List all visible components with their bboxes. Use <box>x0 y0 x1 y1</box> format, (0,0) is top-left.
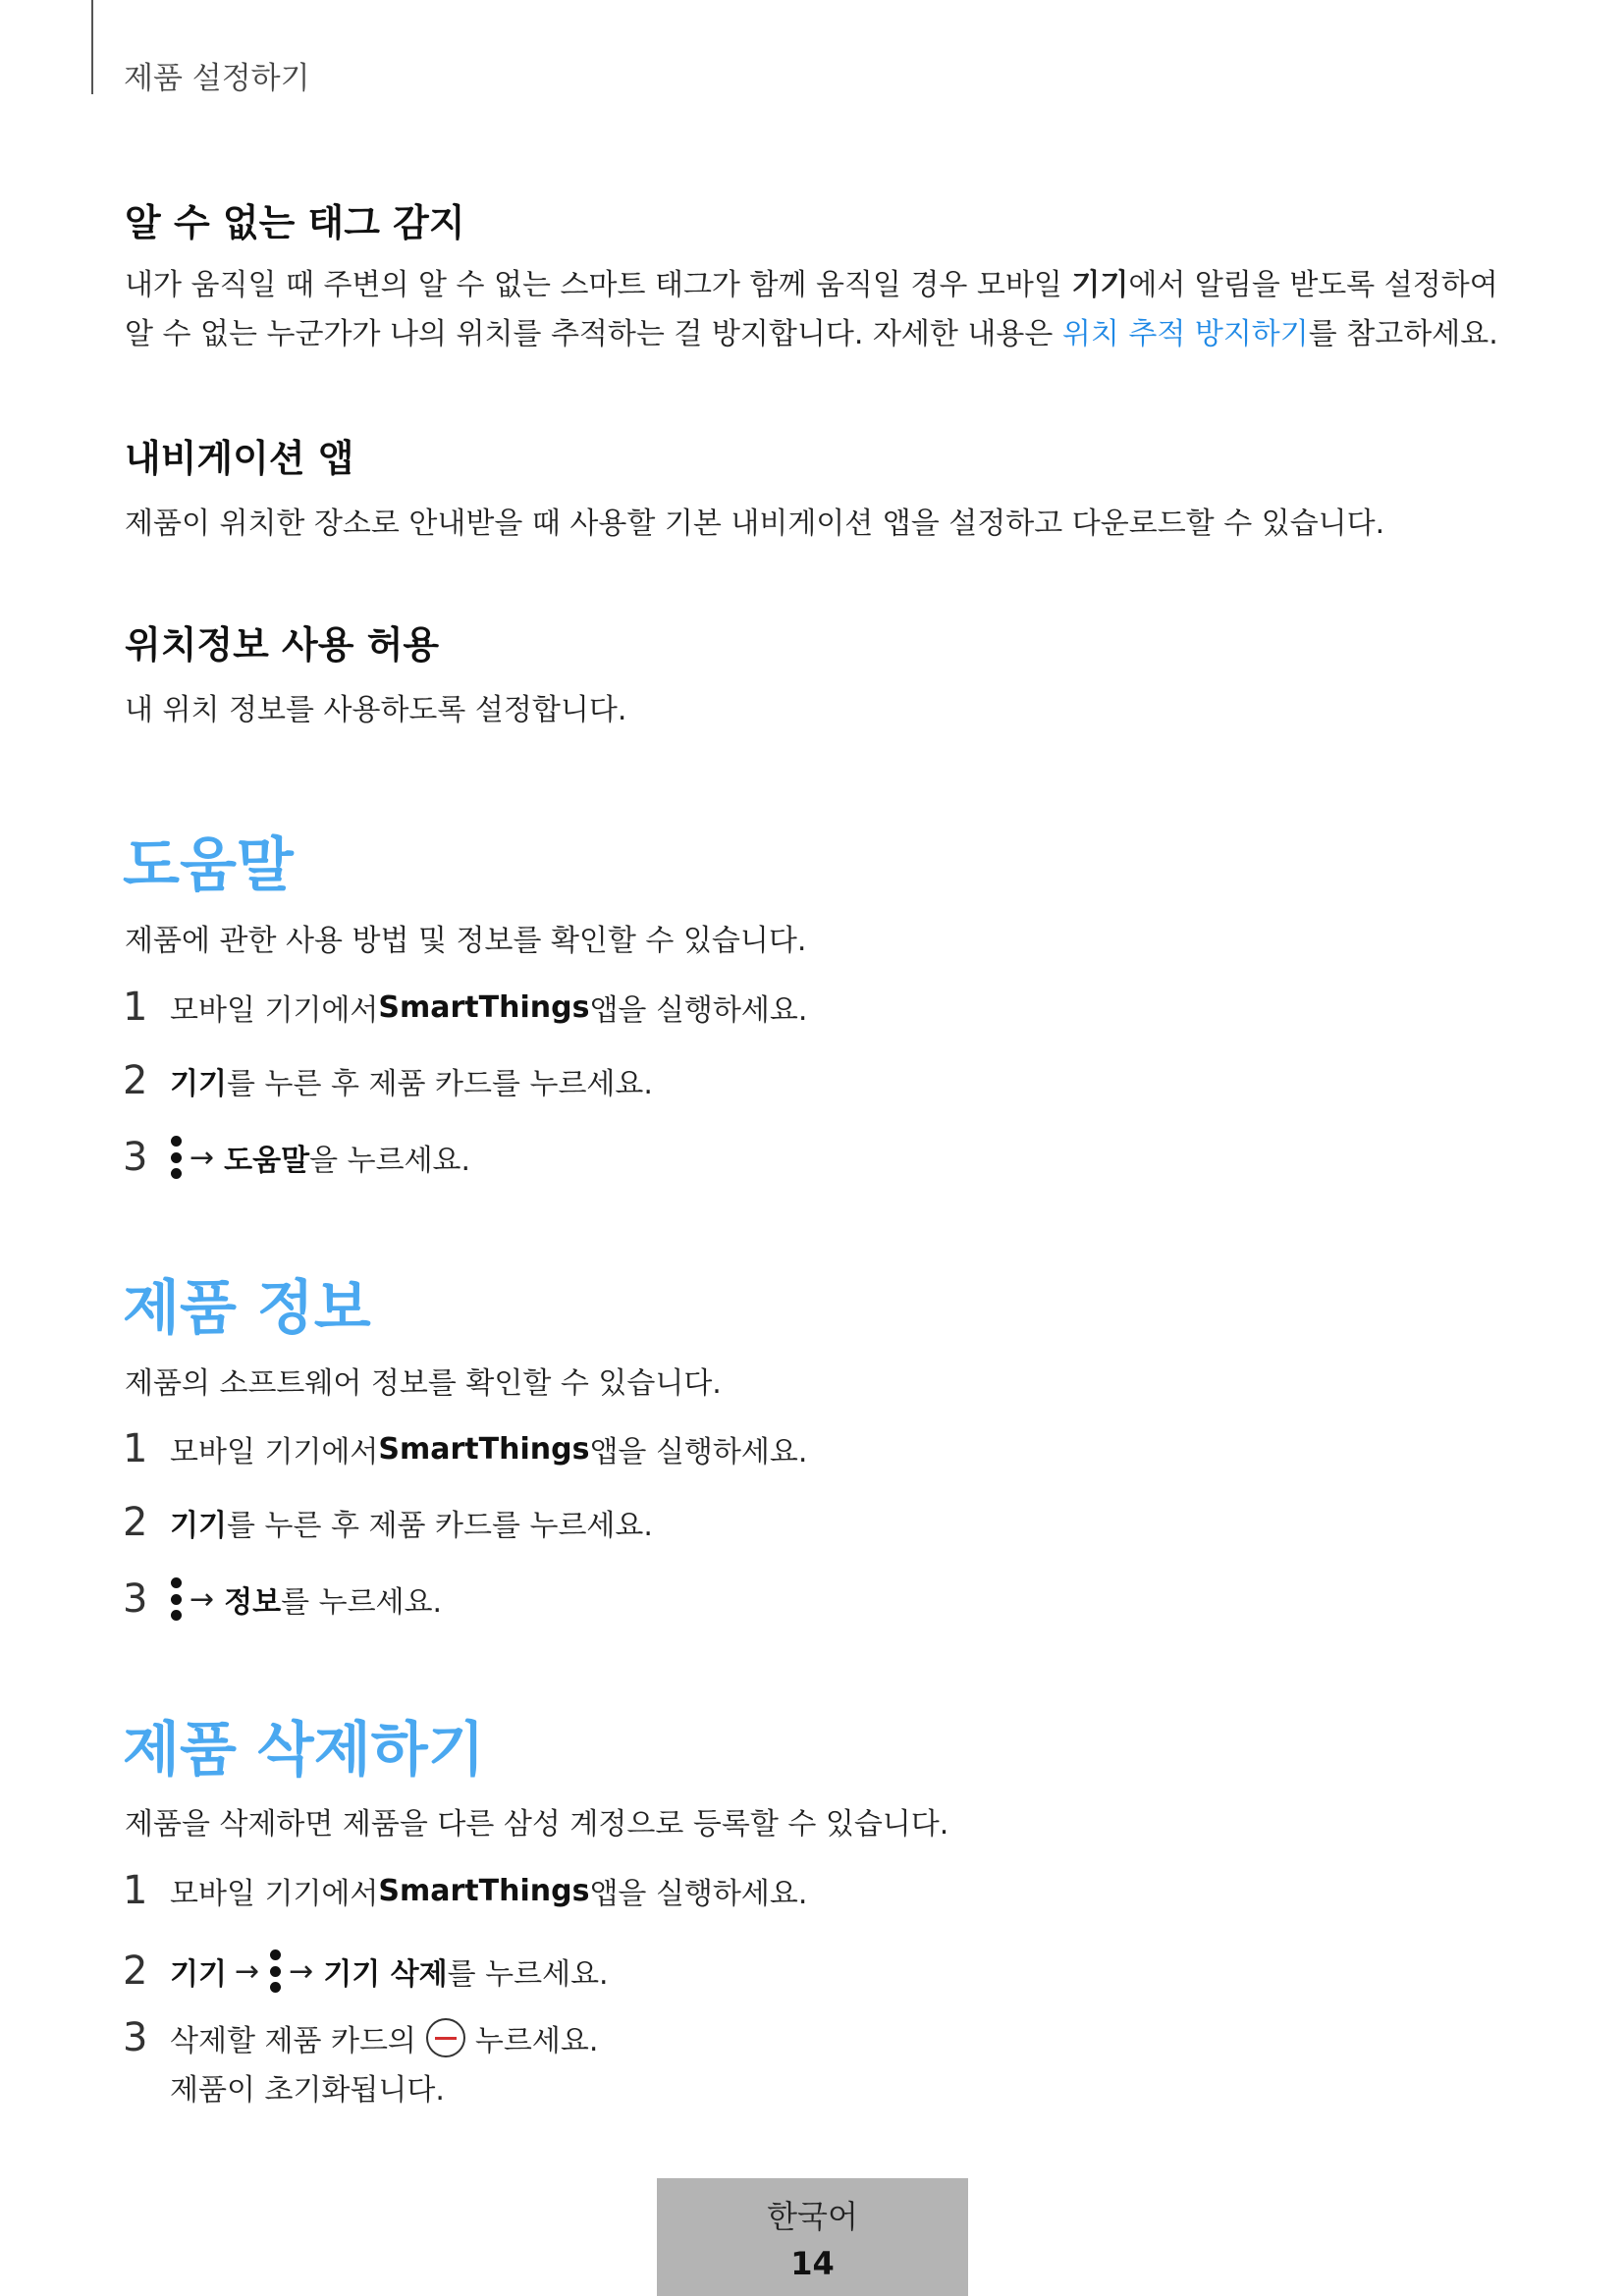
smartthings-label: SmartThings <box>378 989 590 1025</box>
help-menu-label: 도움말 <box>224 1144 310 1178</box>
arrow-icon: → <box>189 1581 215 1617</box>
step-number: 2 <box>123 1058 148 1103</box>
step-number: 3 <box>123 2015 148 2060</box>
step-number: 2 <box>123 1949 148 1994</box>
devices-label: 기기 <box>170 1067 227 1101</box>
devices-label: 기기 <box>170 1957 227 1992</box>
unknown-tag-body <box>125 261 1509 359</box>
running-header: 제품 설정하기 <box>124 61 310 96</box>
step-number: 3 <box>123 1576 148 1622</box>
navigation-app-heading: 내비게이션 앱 <box>125 437 354 480</box>
delete-device-label: 기기 삭제 <box>323 1957 448 1992</box>
navigation-app-body: 제품이 위치한 장소로 안내받을 때 사용할 기본 내비게이션 앱을 설정하고 다운로드할 수 있습니다. <box>125 507 1385 541</box>
help-step-1 <box>123 978 807 1037</box>
unknown-tag-heading: 알 수 없는 태그 감지 <box>125 201 465 244</box>
delete-step-1 <box>123 1861 807 1920</box>
product-info-intro: 제품의 소프트웨어 정보를 확인할 수 있습니다. <box>125 1366 722 1401</box>
unknown-tag-body-pre: 내가 움직일 때 주변의 알 수 없는 스마트 태그가 함께 움직일 경우 모바일 <box>125 268 1072 302</box>
footer-language: 한국어 <box>767 2198 858 2235</box>
kebab-menu-icon <box>170 1577 182 1621</box>
step-text-pre: 삭제할 제품 카드의 <box>170 2024 416 2058</box>
kebab-menu-icon <box>269 1949 281 1993</box>
help-step-2 <box>123 1051 653 1110</box>
smartthings-label: SmartThings <box>378 1873 590 1908</box>
kebab-menu-icon <box>170 1136 182 1179</box>
unknown-tag-body-post: 를 참고하세요. <box>1308 317 1498 351</box>
unknown-tag-body-mid: 에서 알림을 받도록 설정하여 알 수 없는 누군가가 나의 위치를 추적하는 걸 방지합니다. 자세한 내용은 <box>125 268 1498 351</box>
step-text-pre: 모바일 기기에서 <box>170 1435 379 1469</box>
step-text-post: 를 누르세요. <box>281 1585 443 1620</box>
minus-circle-icon <box>426 2018 465 2057</box>
step-text-pre: 모바일 기기에서 <box>170 1877 379 1911</box>
arrow-icon: → <box>189 1140 215 1175</box>
header-rule <box>91 0 93 94</box>
delete-step-3 <box>123 2008 598 2067</box>
step-text-post: 누르세요. <box>474 2024 599 2058</box>
step-number: 1 <box>123 985 148 1030</box>
smartthings-label: SmartThings <box>378 1431 590 1467</box>
footer-page-tab <box>657 2178 968 2296</box>
delete-product-intro: 제품을 삭제하면 제품을 다른 삼성 계정으로 등록할 수 있습니다. <box>125 1807 949 1842</box>
help-step-3 <box>123 1128 470 1187</box>
page-number: 14 <box>790 2245 835 2282</box>
product-info-heading: 제품 정보 <box>123 1274 371 1343</box>
step-number: 1 <box>123 1426 148 1471</box>
anti-tracking-link[interactable]: 위치 추적 방지하기 <box>1061 317 1309 351</box>
step-number: 2 <box>123 1500 148 1545</box>
location-permission-heading: 위치정보 사용 허용 <box>125 623 440 667</box>
arrow-icon: → <box>234 1953 260 1989</box>
step-text-post: 를 누른 후 제품 카드를 누르세요. <box>226 1509 653 1543</box>
product-info-step-3 <box>123 1570 442 1629</box>
step-text-pre: 모바일 기기에서 <box>170 993 379 1028</box>
help-heading: 도움말 <box>123 831 294 900</box>
product-info-step-1 <box>123 1419 807 1478</box>
unknown-tag-body-bold: 기기 <box>1071 268 1129 302</box>
step-text-post: 앱을 실행하세요. <box>589 993 808 1028</box>
step-text-post: 를 누른 후 제품 카드를 누르세요. <box>226 1067 653 1101</box>
step-text-post: 앱을 실행하세요. <box>589 1435 808 1469</box>
step-number: 1 <box>123 1868 148 1913</box>
devices-label: 기기 <box>170 1509 227 1543</box>
step-text-post: 를 누르세요. <box>447 1957 609 1992</box>
help-intro: 제품에 관한 사용 방법 및 정보를 확인할 수 있습니다. <box>125 924 807 958</box>
delete-step-2 <box>123 1942 609 2001</box>
location-permission-body: 내 위치 정보를 사용하도록 설정합니다. <box>125 693 627 727</box>
arrow-icon: → <box>289 1953 314 1989</box>
delete-product-heading: 제품 삭제하기 <box>123 1716 485 1785</box>
step-text-post: 앱을 실행하세요. <box>589 1877 808 1911</box>
info-menu-label: 정보 <box>224 1585 282 1620</box>
delete-step-3-result: 제품이 초기화됩니다. <box>170 2073 445 2108</box>
step-text-post: 을 누르세요. <box>309 1144 471 1178</box>
step-number: 3 <box>123 1135 148 1180</box>
product-info-step-2 <box>123 1493 653 1552</box>
